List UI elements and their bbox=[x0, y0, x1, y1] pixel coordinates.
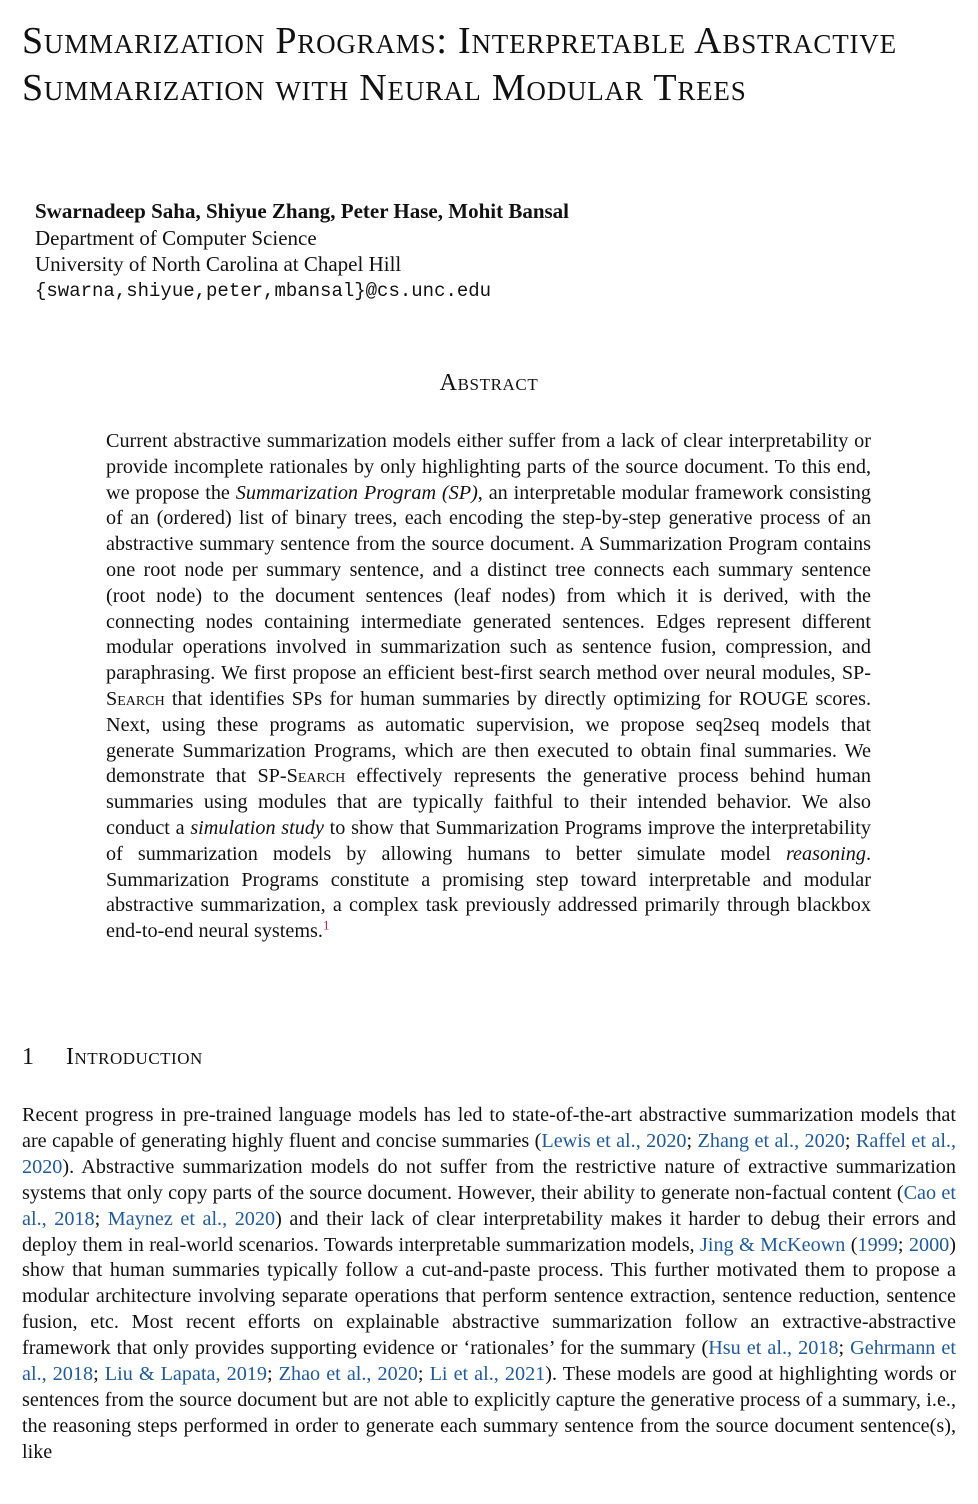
citation-link[interactable]: Lewis et al., 2020 bbox=[541, 1129, 687, 1152]
citation-link[interactable]: Liu & Lapata, 2019 bbox=[104, 1363, 267, 1386]
section-heading-introduction bbox=[22, 1044, 922, 1071]
abstract-text: , an interpretable modular framework consisting of an (ordered) list of binary trees, each encoding the step-by-step generative process of an abstractive summary sentence from the source document. A Summarization Program contains one root node per summary sentence, and a distinct tree connects each summary sentence (root node) to the document sentences (leaf nodes) from which it is derived, with the connecting nodes containing intermediate generated sentences. Edges represent different modular operations involved in summarization such as sentence fusion, compression, and paraphrasing. We first propose an efficient best-first search method over neural modules, bbox=[106, 481, 871, 685]
paper-title: Summarization Programs: Interpretable Abstractive Summarization with Neural Modular Trees bbox=[22, 20, 897, 109]
abstract-text: Current abstractive summarization models either suffer from a lack of clear interpretability or provide incomplete rationales by only highlighting parts of the source document. To this end, we propose the bbox=[106, 430, 871, 504]
citation-link[interactable]: Jing & McKeown bbox=[700, 1233, 846, 1256]
sp-search-term: SP-Search bbox=[257, 765, 346, 788]
citation-link[interactable]: Raffel et al., 2020 bbox=[22, 1129, 957, 1178]
section-title: Introduction bbox=[66, 1044, 203, 1070]
abstract-heading: Abstract bbox=[439, 370, 539, 396]
citation-link[interactable]: 1999 bbox=[857, 1233, 898, 1256]
abstract-text: effectively represents the generative process behind human summaries using modules that are typically faithful to their intended behavior. We also conduct a bbox=[106, 765, 871, 839]
citation-link[interactable]: Zhang et al., 2020 bbox=[697, 1129, 845, 1152]
abstract-text: that identifies SPs for human summaries by directly optimizing for ROUGE scores. Next, using these programs as automatic supervision, we propose seq2seq models that generate Summarization Programs, which are then executed to obtain final summaries. We demonstrate that bbox=[106, 687, 871, 788]
citation-link[interactable]: 2000 bbox=[908, 1233, 950, 1256]
citation-link[interactable]: Gehrmann et al., 2018 bbox=[22, 1337, 956, 1386]
citation-link[interactable]: Li et al., 2021 bbox=[429, 1363, 546, 1386]
intro-text: ; bbox=[838, 1337, 851, 1360]
abstract-emphasis: reasoning bbox=[785, 842, 866, 865]
citation-link[interactable]: Hsu et al., 2018 bbox=[708, 1337, 839, 1360]
citation-link[interactable]: Zhao et al., 2020 bbox=[278, 1363, 418, 1386]
citation-link[interactable]: Maynez et al., 2020 bbox=[107, 1207, 276, 1230]
intro-text: ; bbox=[94, 1207, 108, 1230]
intro-text: ; bbox=[686, 1129, 698, 1152]
introduction-paragraph bbox=[22, 1103, 956, 1466]
section-number: 1 bbox=[22, 1044, 35, 1070]
abstract-emphasis: simulation study bbox=[190, 816, 324, 839]
author-university: University of North Carolina at Chapel Hill bbox=[35, 252, 402, 276]
sp-search-term: SP-Search bbox=[106, 662, 871, 710]
intro-text: ( bbox=[845, 1233, 858, 1256]
abstract-body bbox=[106, 429, 871, 945]
intro-text: ; bbox=[267, 1363, 279, 1386]
author-department: Department of Computer Science bbox=[35, 225, 317, 250]
intro-text: ; bbox=[897, 1233, 909, 1256]
footnote-link[interactable]: 1 bbox=[322, 917, 330, 933]
author-email: {swarna,shiyue,peter,mbansal}@cs.unc.edu bbox=[35, 279, 492, 302]
intro-text: ; bbox=[844, 1129, 856, 1152]
intro-text: ; bbox=[417, 1363, 430, 1386]
abstract-emphasis: Summarization Program (SP) bbox=[235, 481, 478, 504]
intro-text: ). Abstractive summarization models do not suffer from the restrictive nature of extractive summarization systems that only copy parts of the source document. However, their ability to generate non-factual content ( bbox=[22, 1155, 956, 1204]
abstract-text: to show that Summarization Programs improve the interpretability of summarization models by allowing humans to better simulate model bbox=[106, 816, 871, 865]
intro-text: ) show that human summaries typically follow a cut-and-paste process. This further motivated them to propose a modular architecture involving separate operations that perform sentence extraction, sentence reduction, sentence fusion, etc. Most recent efforts on explainable abstractive summarization follow an extractive-abstractive framework that only provides supporting evidence or ‘rationales’ for the summary ( bbox=[22, 1233, 956, 1360]
intro-text: ; bbox=[93, 1363, 105, 1386]
intro-text: Recent progress in pre-trained language models has led to state-of-the-art abstractive summarization models that are capable of generating highly fluent and concise summaries ( bbox=[22, 1104, 956, 1152]
intro-text: ) and their lack of clear interpretability makes it harder to debug their errors and deploy them in real-world scenarios. Towards interpretable summarization models, bbox=[22, 1207, 957, 1256]
intro-text: ). These models are good at highlighting words or sentences from the source document but are not able to explicitly capture the generative process of a summary, i.e., the reasoning steps performed in order to generate each summary sentence from the source document sentence(s), like bbox=[22, 1363, 957, 1463]
author-block bbox=[35, 198, 915, 304]
author-names: Swarnadeep Saha, Shiyue Zhang, Peter Hase, Mohit Bansal bbox=[35, 199, 570, 223]
citation-link[interactable]: Cao et al., 2018 bbox=[22, 1181, 956, 1230]
abstract-text: . Summarization Programs constitute a promising step toward interpretable and modular abstractive summarization, a complex task previously addressed primarily through blackbox end-to-end neural systems. bbox=[106, 842, 871, 943]
